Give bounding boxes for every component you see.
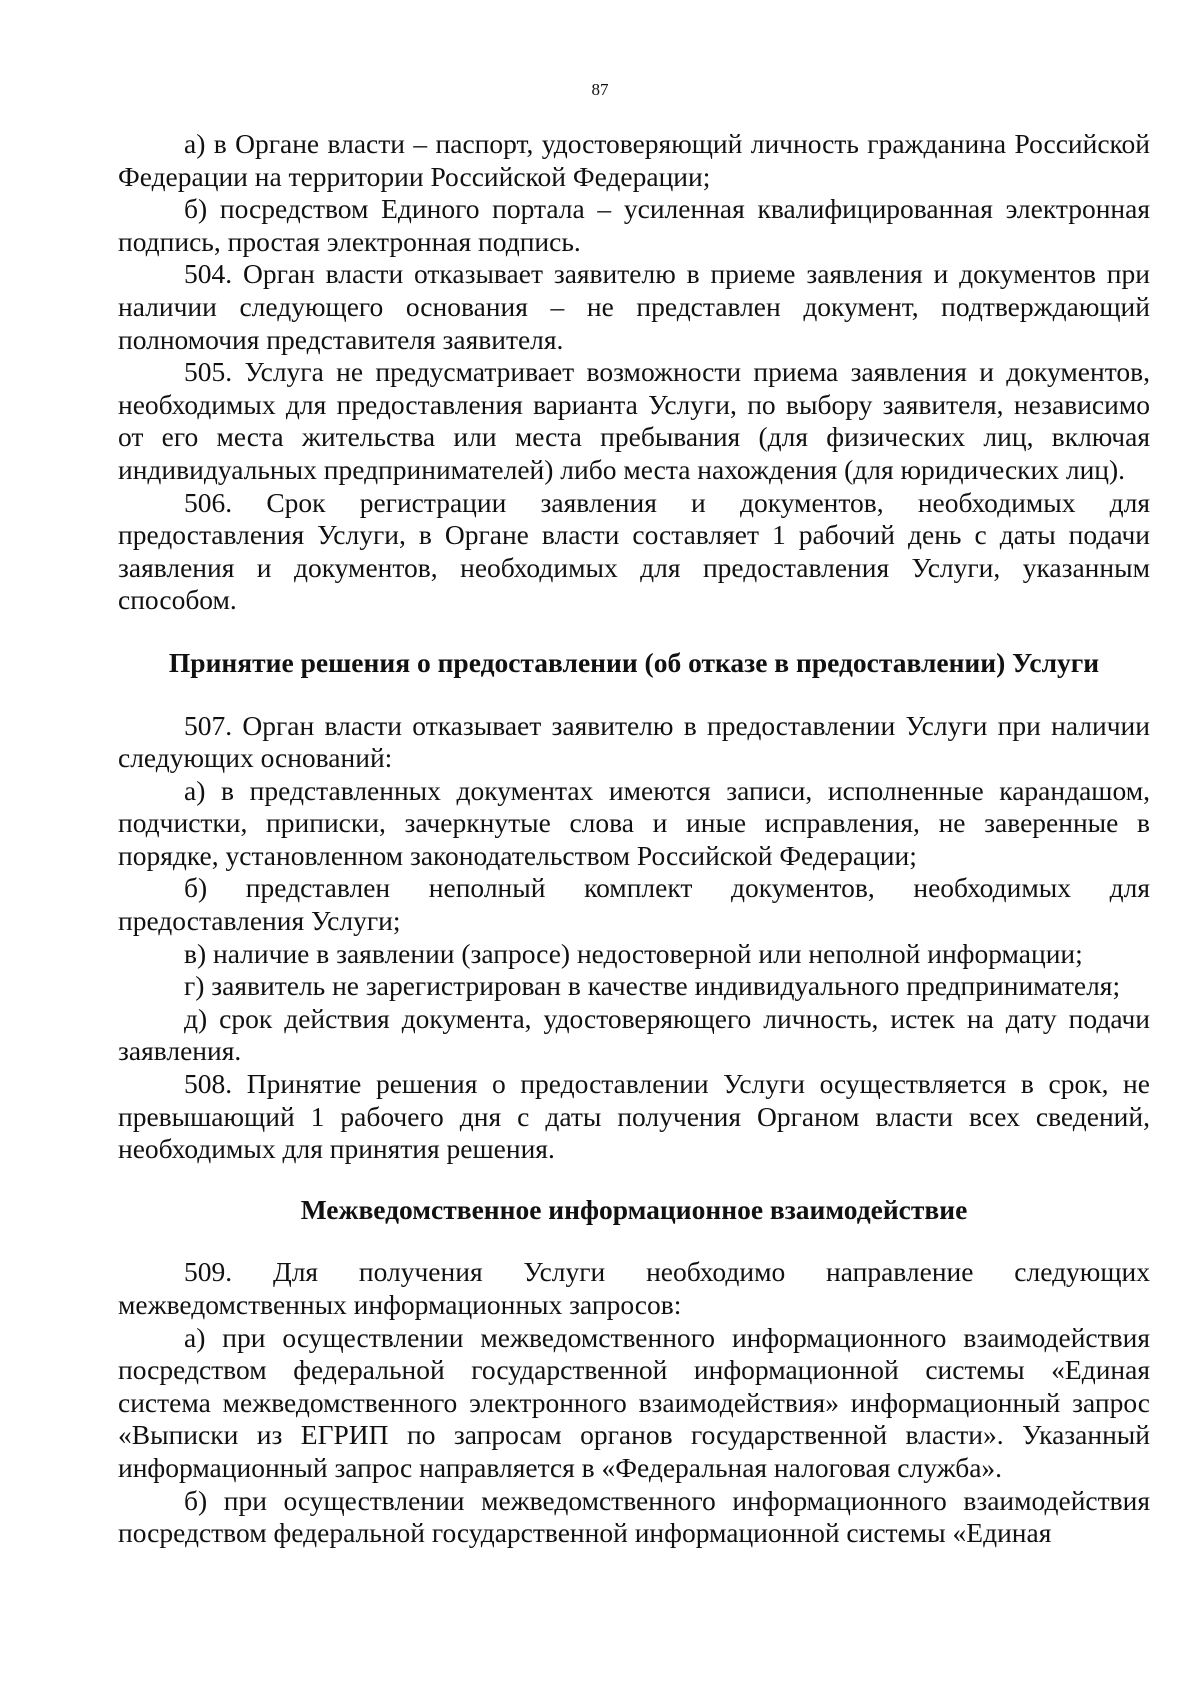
section-heading-decision: Принятие решения о предоставлении (об отказе в предоставлении) Услуги [168, 646, 1100, 678]
paragraph-507-a: а) в представленных документах имеются записи, исполненные карандашом, подчистки, приписки, зачеркнутые слова и иные исправления, не заверенные в порядке, установленном законодательством Российской Федерации; [118, 774, 1150, 871]
paragraph-507-d: д) срок действия документа, удостоверяющего личность, истек на дату подачи заявления. [118, 1002, 1150, 1067]
paragraph-509: 509. Для получения Услуги необходимо направление следующих межведомственных информационных запросов: [118, 1256, 1150, 1320]
paragraph-509-b: б) при осуществлении межведомственного информационного взаимодействия посредством федеральной государственной информационной системы «Единая [118, 1484, 1150, 1549]
section-heading-interagency: Межведомственное информационное взаимодействие [300, 1193, 968, 1225]
paragraph-504: 504. Орган власти отказывает заявителю в приеме заявления и документов при наличии следующего основания – не представлен документ, подтверждающий полномочия представителя заявителя. [118, 258, 1150, 355]
paragraph-508: 508. Принятие решения о предоставлении Услуги осуществляется в срок, не превышающий 1 рабочего дня с даты получения Органом власти всех сведений, необходимых для принятия решения. [118, 1068, 1150, 1165]
paragraph-507-b: б) представлен неполный комплект документов, необходимых для предоставления Услуги; [118, 872, 1150, 937]
paragraph-507-g: г) заявитель не зарегистрирован в качестве индивидуального предпринимателя; [184, 970, 1121, 1002]
paragraph-507-v: в) наличие в заявлении (запросе) недостоверной или неполной информации; [184, 937, 1083, 969]
paragraph-505: 505. Услуга не предусматривает возможности приема заявления и документов, необходимых для предоставления варианта Услуги, по выбору заявителя, независимо от его места жительства или места пребывания (для физических лиц, включая индивидуальных предпринимателей) либо места нахождения (для юридических лиц). [118, 356, 1150, 485]
paragraph-506: 506. Срок регистрации заявления и документов, необходимых для предоставления Услуги, в Органе власти составляет 1 рабочий день с даты подачи заявления и документов, необходимых для предоставления Услуги, указанным способом. [118, 486, 1150, 616]
paragraph-507: 507. Орган власти отказывает заявителю в предоставлении Услуги при наличии следующих оснований: [118, 709, 1150, 774]
page-number: 87 [591, 80, 609, 99]
paragraph-b-signature: б) посредством Единого портала – усиленная квалифицированная электронная подпись, простая электронная подпись. [118, 193, 1150, 257]
document-body [118, 128, 1150, 1550]
paragraph-a-passport: а) в Органе власти – паспорт, удостоверяющий личность гражданина Российской Федерации на территории Российской Федерации; [118, 128, 1150, 192]
paragraph-509-a: а) при осуществлении межведомственного информационного взаимодействия посредством федеральной государственной информационной системы «Единая система межведомственного электронного взаимодействия» информационный запрос «Выписки из ЕГРИП по запросам органов государственной власти». Указанный информационный запрос направляется в «Федеральная налоговая служба». [118, 1321, 1150, 1483]
